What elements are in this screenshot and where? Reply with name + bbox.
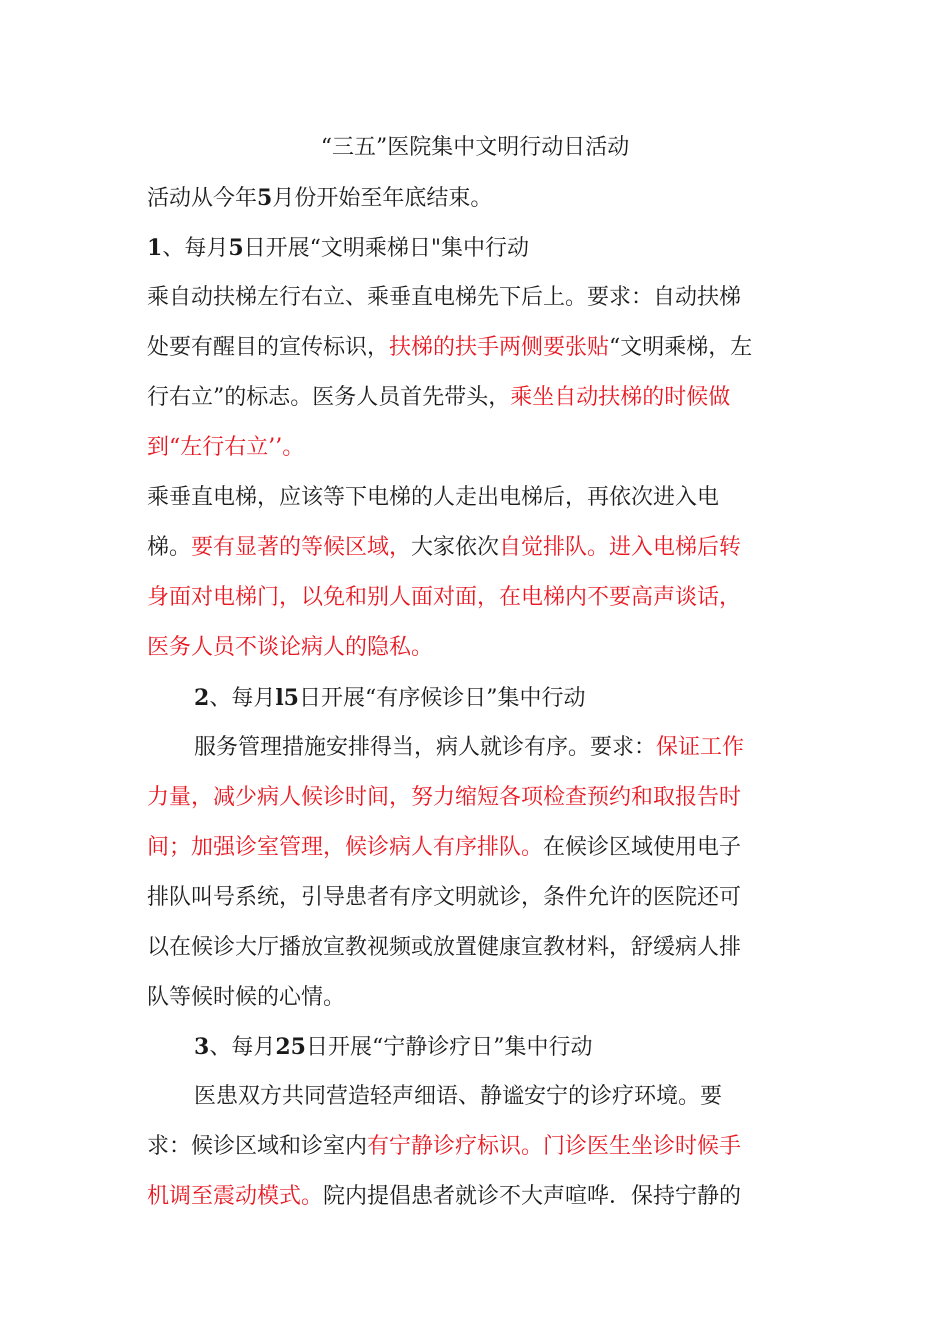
highlight-run: 保证工作 — [656, 735, 745, 760]
text-run: “文明乘梯，左 — [609, 335, 753, 360]
section2-text: 、每月 — [209, 686, 276, 711]
text-run: 大家依次 — [411, 535, 500, 560]
text-run: 乘垂直电梯，应该等下电梯的人走出电梯后，再依次进入电 — [147, 485, 720, 510]
text-line — [147, 1182, 827, 1212]
highlight-run: 力量，减少病人候诊时间，努力缩短各项检查预约和取报告时 — [147, 785, 742, 810]
section3-heading — [194, 1032, 874, 1063]
highlight-run: 自觉排队。进入电梯后转 — [499, 535, 742, 560]
text-line — [147, 283, 827, 313]
text-line — [147, 1132, 827, 1162]
highlight-run: 扶梯的扶手两侧要张贴 — [389, 335, 610, 360]
text-line — [147, 833, 827, 863]
highlight-run: 乘坐自动扶梯的时候做 — [510, 385, 731, 410]
text-run: 排队叫号系统，引导患者有序文明就诊，条件允许的医院还可 — [147, 885, 742, 910]
section3-text: 、每月 — [209, 1035, 276, 1060]
section2-day: l5 — [275, 685, 299, 711]
text-run: 服务管理措施安排得当，病人就诊有序。要求： — [194, 735, 657, 760]
text-run: 行右立”的标志。医务人员首先带头， — [147, 385, 511, 410]
section2-heading — [194, 683, 874, 714]
intro-num: 5 — [257, 185, 273, 211]
intro-post: 月份开始至年底结束。 — [272, 186, 493, 211]
text-line — [147, 983, 827, 1013]
text-line — [147, 783, 827, 813]
highlight-run: 机调至震动模式。 — [147, 1184, 324, 1209]
section3-rest: 日开展“宁静诊疗日”集中行动 — [305, 1035, 593, 1060]
text-run: 院内提倡患者就诊不大声喧哗．保持宁静的 — [323, 1184, 742, 1209]
section1-heading — [147, 233, 827, 264]
highlight-run: 间；加强诊室管理，候诊病人有序排队。 — [147, 835, 544, 860]
section2-num: 2 — [194, 685, 210, 711]
text-run: 队等候时候的心情。 — [147, 985, 346, 1010]
text-run: 梯。 — [147, 535, 192, 560]
intro-pre: 活动从今年 — [147, 186, 258, 211]
highlight-run: 要有显著的等候区域， — [191, 535, 412, 560]
section1-rest: 日开展“文明乘梯日"集中行动 — [243, 236, 530, 261]
page-title: “三五”医院集中文明行动日活动 — [320, 135, 630, 160]
text-run: 在候诊区域使用电子 — [543, 835, 742, 860]
section1-num: 1 — [147, 235, 163, 261]
section3-num: 3 — [194, 1034, 210, 1060]
section1-text: 、每月 — [162, 236, 229, 261]
text-run: 求：候诊区域和诊室内 — [147, 1134, 368, 1159]
intro-line — [147, 183, 827, 214]
text-line — [147, 383, 827, 413]
highlight-run: 有宁静诊疗标识。门诊医生坐诊时候手 — [367, 1134, 742, 1159]
text-line — [147, 633, 827, 663]
text-line — [194, 1082, 874, 1112]
highlight-run: 身面对电梯门，以免和别人面对面，在电梯内不要高声谈话， — [147, 585, 742, 610]
text-run: 处要有醒目的宣传标识， — [147, 335, 390, 360]
text-line — [147, 333, 827, 363]
highlight-run: 医务人员不谈论病人的隐私。 — [147, 635, 434, 660]
text-line — [147, 883, 827, 913]
text-line — [194, 733, 874, 763]
section3-day: 25 — [275, 1034, 306, 1060]
highlight-run: 到“左行右立’’。 — [147, 435, 305, 460]
text-line — [147, 433, 827, 463]
text-line — [147, 533, 827, 563]
text-run: 以在候诊大厅播放宣教视频或放置健康宣教材料，舒缓病人排 — [147, 935, 742, 960]
text-run: 医患双方共同营造轻声细语、静谧安宁的诊疗环境。要 — [194, 1084, 723, 1109]
text-line — [147, 933, 827, 963]
text-line — [147, 483, 827, 513]
section1-day: 5 — [228, 235, 244, 261]
section2-rest: 日开展“有序候诊日”集中行动 — [299, 686, 586, 711]
text-line — [147, 583, 827, 613]
text-run: 乘自动扶梯左行右立、乘垂直电梯先下后上。要求：自动扶梯 — [147, 285, 742, 310]
